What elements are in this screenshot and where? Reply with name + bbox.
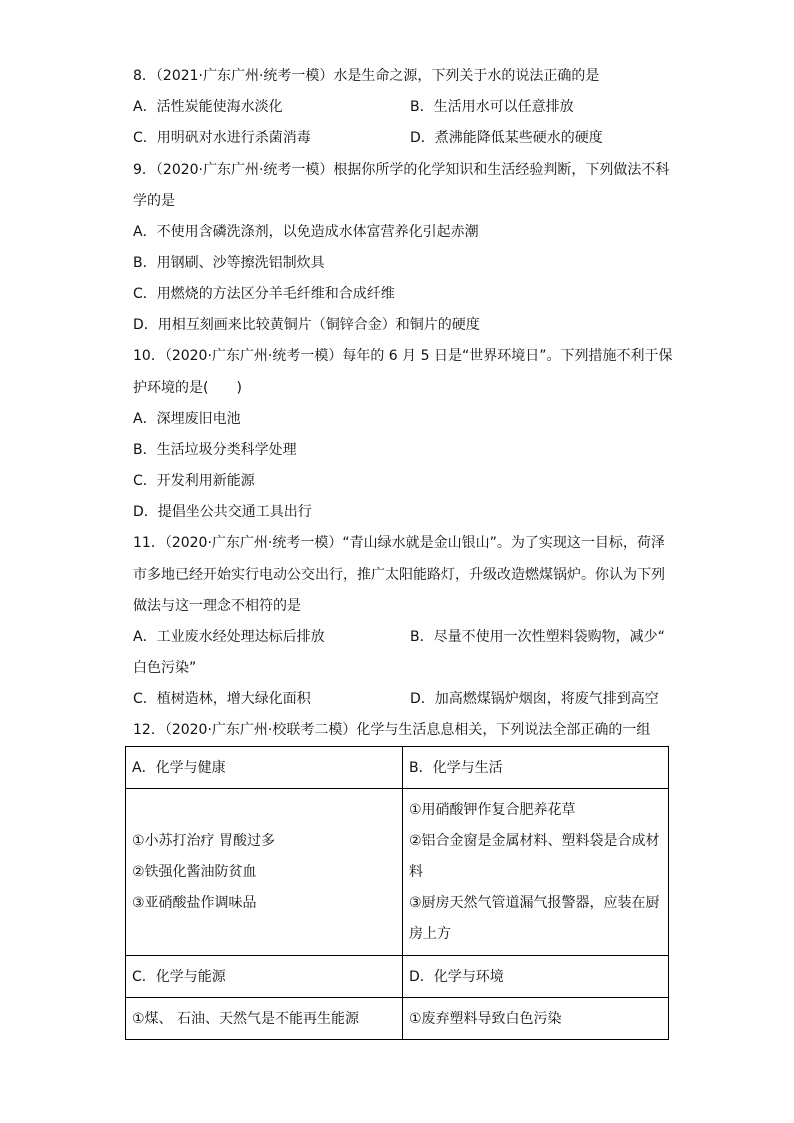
q9-stem-line2: 学的是 <box>133 193 175 209</box>
option-d-header: D．化学与环境 <box>403 956 669 998</box>
q12-stem: 12．（2020·广东广州·校联考二模）化学与生活息息相关，下列说法全部正确的一组 <box>133 722 651 738</box>
q8-option-c: C．用明矾对水进行杀菌消毒 <box>133 130 311 146</box>
table-row <box>126 747 669 789</box>
q11-option-d: D．加高燃煤锅炉烟囱，将废气排到高空 <box>410 691 659 707</box>
option-a-item-1: ①小苏打治疗 胃酸过多 <box>132 832 276 849</box>
option-d-item-1: ①废弃塑料导致白色污染 <box>403 998 669 1040</box>
q10-stem-line1: 10．（2020·广东广州·统考一模）每年的 6 月 5 日是“世界环境日”。下列措施不利于保 <box>133 348 673 364</box>
table-row <box>126 789 669 956</box>
q10-option-c: C．开发利用新能源 <box>133 473 255 489</box>
option-b-item-2-cont: 料 <box>409 863 423 880</box>
q10-stem-line2: 护环境的是( ) <box>133 380 242 396</box>
table-row <box>126 956 669 998</box>
q11-stem-line3: 做法与这一理念不相符的是 <box>133 598 301 614</box>
option-a-header: A．化学与健康 <box>126 747 403 789</box>
option-b-item-3-cont: 房上方 <box>409 925 451 942</box>
q11-stem-line1: 11．（2020·广东广州·统考一模）“青山绿水就是金山银山”。为了实现这一目标，荷泽 <box>133 535 665 551</box>
option-c-header: C．化学与能源 <box>126 956 403 998</box>
option-b-item-2: ②铝合金窗是金属材料、塑料袋是合成材 <box>409 832 660 849</box>
q9-stem-line1: 9．（2020·广东广州·统考一模）根据你所学的化学知识和生活经验判断，下列做法不科 <box>133 162 670 178</box>
option-a-item-3: ③亚硝酸盐作调味品 <box>132 894 257 911</box>
q9-option-a: A．不使用含磷洗涤剂，以免造成水体富营养化引起赤潮 <box>133 224 479 240</box>
option-b-header: B．化学与生活 <box>403 747 669 789</box>
option-b-item-3: ③厨房天然气管道漏气报警器，应装在厨 <box>409 894 660 911</box>
q10-option-a: A．深埋废旧电池 <box>133 411 241 427</box>
q9-option-c: C．用燃烧的方法区分羊毛纤维和合成纤维 <box>133 286 395 302</box>
option-c-item-1: ①煤、 石油、天然气是不能再生能源 <box>126 998 403 1040</box>
q11-option-c: C．植树造林，增大绿化面积 <box>133 691 311 707</box>
q8-option-a: A．活性炭能使海水淡化 <box>133 99 283 115</box>
table-row <box>126 998 669 1040</box>
q8-stem: 8．（2021·广东广州·统考一模）水是生命之源，下列关于水的说法正确的是 <box>133 68 600 84</box>
option-a-items <box>126 789 403 956</box>
q8-option-b: B．生活用水可以任意排放 <box>410 99 574 115</box>
q10-option-b: B．生活垃圾分类科学处理 <box>133 442 297 458</box>
q11-option-a: A．工业废水经处理达标后排放 <box>133 629 325 645</box>
q11-stem-line2: 市多地已经开始实行电动公交出行，推广太阳能路灯，升级改造燃煤锅炉。你认为下列 <box>133 567 665 583</box>
q11-option-b-line1: B．尽量不使用一次性塑料袋购物，减少“ <box>410 629 665 645</box>
option-b-items <box>403 789 669 956</box>
q9-option-b: B．用钢刷、沙等擦洗铝制炊具 <box>133 255 325 271</box>
q9-option-d: D．用相互刻画来比较黄铜片（铜锌合金）和铜片的硬度 <box>133 317 480 333</box>
q11-option-b-line2: 白色污染” <box>133 660 197 676</box>
q12-options-table <box>125 746 669 1040</box>
option-a-item-2: ②铁强化酱油防贫血 <box>132 863 257 880</box>
q10-option-d: D．提倡坐公共交通工具出行 <box>133 504 312 520</box>
q8-option-d: D．煮沸能降低某些硬水的硬度 <box>410 130 603 146</box>
option-b-item-1: ①用硝酸钾作复合肥养花草 <box>409 801 576 818</box>
